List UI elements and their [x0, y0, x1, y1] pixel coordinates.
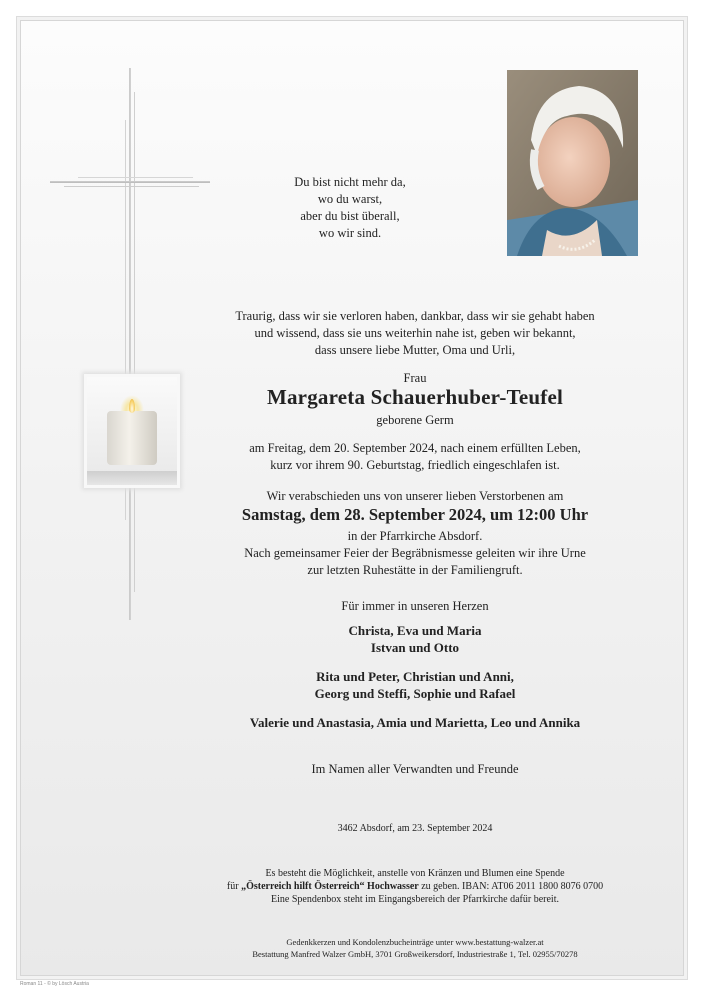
undertaker-line: Gedenkkerzen und Kondolenzbucheinträge unter www.bestattung-walzer.at [286, 937, 544, 947]
family-children [170, 622, 660, 656]
farewell-date: Samstag, dem 28. September 2024, um 12:00 Uhr [241, 505, 589, 524]
donation-line: Es besteht die Möglichkeit, anstelle von Kränzen und Blumen eine Spende [265, 868, 565, 879]
family-line: Georg und Steffi, Sophie und Rafael [314, 686, 516, 701]
donation-note [170, 867, 660, 906]
donation-iban: zu geben. IBAN: AT06 2011 1800 8076 0700 [418, 881, 604, 892]
undertaker-info [170, 936, 660, 960]
death-line: kurz vor ihrem 90. Geburtstag, friedlich eingeschlafen ist. [270, 458, 560, 472]
poem-line: wo wir sind. [318, 226, 382, 240]
portrait-photo [507, 70, 638, 256]
donation-cause: „Österreich hilft Österreich“ Hochwasser [241, 881, 419, 892]
intro-line: dass unsere liebe Mutter, Oma und Urli, [314, 343, 516, 357]
farewell-line: in der Pfarrkirche Absdorf. [347, 529, 483, 543]
farewell-line: zur letzten Ruhestätte in der Familiengruft. [307, 563, 523, 577]
donation-prefix: für [226, 881, 242, 892]
intro-line: und wissend, dass sie uns weiterhin nahe ist, geben wir bekannt, [254, 326, 576, 340]
intro-text [170, 308, 660, 359]
candle-image [84, 374, 180, 488]
farewell-details [170, 528, 660, 579]
deceased-name: Margareta Schauerhuber-Teufel [266, 385, 564, 409]
salutation: Frau [403, 371, 427, 385]
intro-line: Traurig, dass wir sie verloren haben, dankbar, dass wir sie gehabt haben [235, 309, 595, 323]
place-date: 3462 Absdorf, am 23. September 2024 [337, 823, 493, 834]
poem [280, 174, 420, 242]
donation-line: Eine Spendenbox steht im Eingangsbereich der Pfarrkirche dafür bereit. [271, 894, 559, 905]
family-line: Christa, Eva und Maria [348, 623, 482, 638]
undertaker-line: Bestattung Manfred Walzer GmbH, 3701 Großweikersdorf, Industriestraße 1, Tel. 02955/70278 [252, 949, 578, 959]
family-grandchildren [170, 668, 660, 702]
death-line: am Freitag, dem 20. September 2024, nach einem erfüllten Leben, [249, 441, 581, 455]
farewell-intro: Wir verabschieden uns von unserer lieben Verstorbenen am [266, 489, 564, 503]
relatives-line: Im Namen aller Verwandten und Freunde [311, 762, 519, 776]
poem-line: Du bist nicht mehr da, [294, 175, 406, 189]
donation-line [170, 880, 660, 893]
family-line: Rita und Peter, Christian und Anni, [316, 669, 514, 684]
poem-line: wo du warst, [317, 192, 383, 206]
farewell-line: Nach gemeinsamer Feier der Begräbnismesse geleiten wir ihre Urne [244, 546, 586, 560]
family-line: Istvan und Otto [370, 640, 460, 655]
birth-name: geborene Germ [376, 413, 454, 427]
hearts-line: Für immer in unseren Herzen [341, 599, 489, 613]
death-text [170, 440, 660, 474]
poem-line: aber du bist überall, [300, 209, 400, 223]
family-greatgrandchildren: Valerie und Anastasia, Amia und Marietta, Leo und Annika [249, 715, 581, 730]
print-credit: Roman 11 - © by Lösch Austria [20, 981, 89, 987]
